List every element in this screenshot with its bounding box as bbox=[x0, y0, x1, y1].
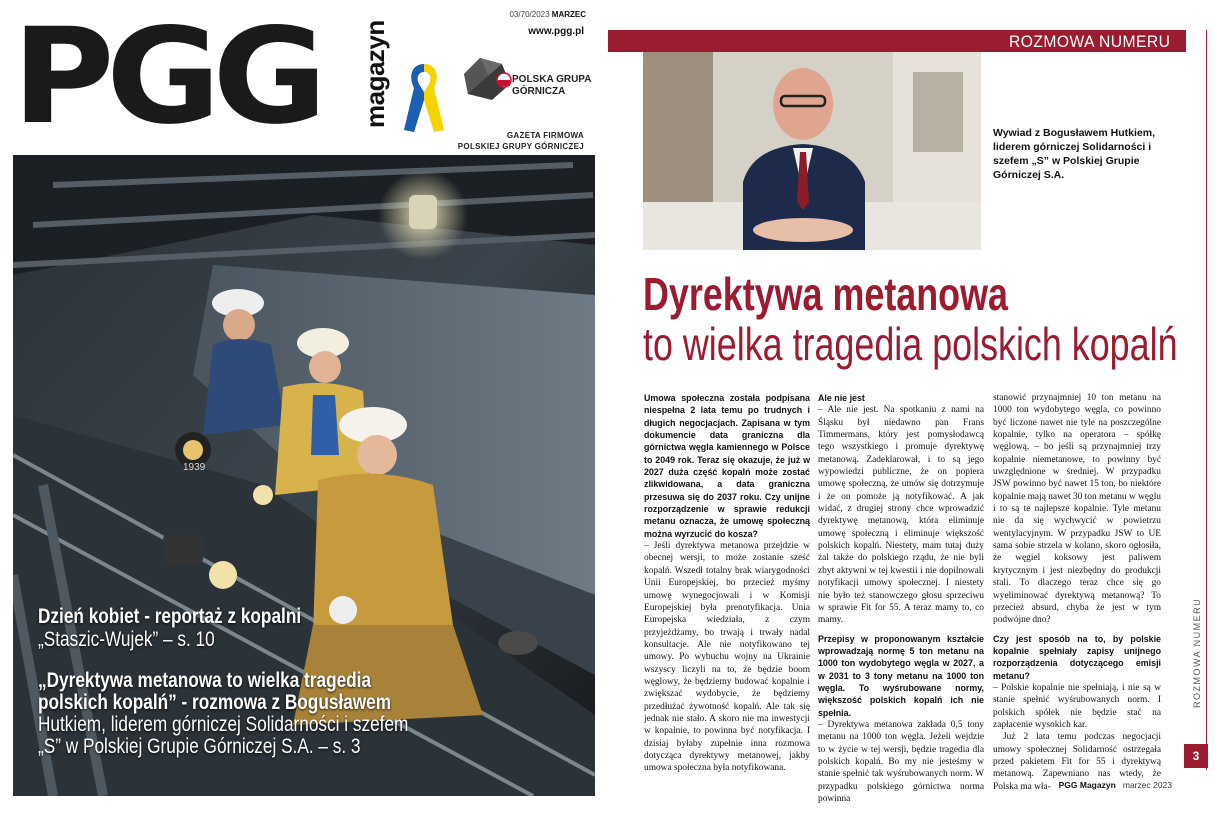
issue-number bbox=[510, 10, 587, 19]
answer-paragraph: – Ale nie jest. Na spotkaniu z nami na Śląsku był niedawno pan Frans Timmermans, który jest pomysłodawcą tego wszystkiego i promuje dyrektywę metanową. Zadeklarował, i to są jego wypowiedzi publiczne, że on popiera umowę społeczną, że umów się dotrzymuje i że on pomoże ją notyfikować. A jak widać, z drugiej strony chce wprowadzić dyrektywę metanową, która eliminuje umowę społeczną i eliminuje większość polskich kopalń. Niestety, mam tutaj duży żal także do polskiego rządu, że nie byli zbyt aktywni w tej kwestii i nie dopilnowali notyfikacji umowy społecznej. I niestety nie było też stanowczego głosu sprzeciwu w sprawie Fit for 55. A teraz mamy to, co mamy. bbox=[818, 405, 984, 626]
issue-code: 03/70/2023 bbox=[509, 10, 550, 19]
company-name-line1: POLSKA GRUPA bbox=[512, 74, 592, 85]
ukraine-ribbon-icon bbox=[400, 60, 448, 136]
article-page bbox=[608, 0, 1216, 815]
section-header-bar bbox=[608, 30, 1186, 52]
issue-month: MARZEC bbox=[551, 10, 586, 19]
article-column-3 bbox=[993, 392, 1161, 793]
answer-paragraph: stanowić przynajmniej 10 ton metanu na 1000 ton wydobytego węgla, co powinno być liczone nawet nie tyle na poszczególne kopalnie, tylko na operatora – spółkę węglową, – bo jeśli są przynajmniej trzy kopalnie niemetanowe, to powinny być uwzględnione w średniej. W przypadku JSW powinno być nawet 15 ton, bo niektóre kopalnie mają nawet 30 ton metanu w węglu i to są te najlepsze kopalnie. Tyle metanu nie da się wychwycić w powietrzu wentylacyjnym. W przypadku JSW to UE sama sobie strzela w kolano, skoro ogłosiła, że węgiel koksowy jest paliwem krytycznym i jest niezbędny do produkcji stali. To dlaczego teraz chce się go wyeliminować dyrektywą metanową? To przecież absurd, chyba że jest w tym podwójne dno? bbox=[993, 393, 1161, 626]
question-heading: Ale nie jest bbox=[818, 393, 865, 403]
interviewee-portrait bbox=[643, 52, 981, 250]
article-column-1 bbox=[644, 392, 810, 775]
answer-paragraph: – Dyrektywa metanowa zakłada 0,5 tony metanu na 1000 ton węgla. Jeżeli wejdzie to w życie w tej wersji, będzie tragedia dla polskich kopalń. Bo my nie jesteśmy w stanie spełnić tak wyśrubowanych norm. W przypadku polskiego górnictwa norma powinna bbox=[818, 719, 984, 804]
portrait-illustration bbox=[643, 52, 981, 250]
section-label: ROZMOWA NUMERU bbox=[1008, 32, 1170, 51]
logo-subtitle: magazyn bbox=[360, 20, 390, 128]
gazeta-line2: POLSKIEJ GRUPY GÓRNICZEJ bbox=[457, 142, 584, 151]
side-rule bbox=[1206, 30, 1207, 770]
company-name-line2: GÓRNICZA bbox=[512, 86, 566, 97]
cover-headline-interview-line3: Hutkiem, liderem górniczej Solidarności i szefem bbox=[38, 713, 409, 736]
page-number: 3 bbox=[1184, 744, 1208, 768]
answer-paragraph: Już 2 lata temu podczas negocjacji umowy społecznej Solidarność ostrzegała przed pakietem Fit for 55 i dyrektywą metanową. Zapewniano nas wtedy, że Polska ma wła- bbox=[993, 732, 1161, 792]
gazeta-firmowa-label bbox=[458, 130, 584, 152]
company-name bbox=[512, 74, 591, 98]
article-title-line2: to wielka tragedia polskich kopalń bbox=[643, 318, 1178, 370]
cover-headline-women-day-page: „Staszic-Wujek” – s. 10 bbox=[38, 628, 215, 651]
cover-headline-interview-line4: „S” w Polskiej Grupie Górniczej S.A. – s. 3 bbox=[38, 735, 361, 758]
side-section-label: ROZMOWA NUMERU bbox=[1192, 597, 1202, 708]
gazeta-line1: GAZETA FIRMOWA bbox=[506, 131, 584, 140]
cover-headline-women-day: Dzień kobiet - reportaż z kopalni bbox=[38, 605, 302, 628]
footer-date: marzec 2023 bbox=[1122, 780, 1172, 790]
logo-word: PGG bbox=[12, 0, 319, 154]
article-column-2 bbox=[818, 392, 984, 805]
website-url: www.pgg.pl bbox=[528, 26, 584, 37]
pgg-magazyn-logo bbox=[12, 0, 368, 154]
cover-headline-interview-line2: polskich kopalń” - rozmowa z Bogusławem bbox=[38, 691, 392, 714]
cover-headline-interview-line1: „Dyrektywa metanowa to wielka tragedia bbox=[38, 669, 372, 692]
answer-paragraph: – Jeśli dyrektywa metanowa przejdzie w obecnej wersji, to może zostanie sześć kopalń. Wszedł totalny brak wiarygodności Unii Europejskiej, bo przecież myśmy umowę wynegocjowali i w Komisji Europejskiej była prenotyfikacja. Unia Europejska wiedziała, z czym przyjeżdżamy, bo trwają i trwały nadal konsultacje. Ale nie notyfikowano tej umowy. Po wybuchu wojny na Ukrainie wszyscy liczyli na to, że będzie boom węglowy, że będziemy budować kopalnie i zwiększać wydobycie, że będziemy przedłużać żywotność kopalń. Ale tak się jednak nie stało. A skoro nie ma inwestycji w kopalnie, to powinna być notyfikacja. I dzisiaj byłaby zupełnie inna rozmowa dotycząca dyrektywy metanowej, jakby umowa społeczna była notyfikowana. bbox=[644, 541, 810, 774]
answer-paragraph: – Polskie kopalnie nie spełniają, i nie są w stanie spełnić wyśrubowanych norm. I polskich spółek nie będzie stać na zapłacenie wysokich kar. bbox=[993, 682, 1161, 730]
question-heading: Czy jest sposób na to, by polskie kopalnie spełniały zapisy unijnego rozporządzenia dotyczącego emisji metanu? bbox=[993, 633, 1161, 681]
pgg-emblem-icon bbox=[458, 54, 512, 102]
lead-question: Umowa społeczna została podpisana niespełna 2 lata temu po trudnych i długich negocjacjach. Zapisana w tym dokumencie data graniczna dla górnictwa węgla kamiennego w Polsce to 2049 rok. Teraz się okazuje, że już w 2027 duża część kopalń może zostać zlikwidowana, a data graniczna przesuwa się do 2037 roku. Czy unijne rozporządzenie w sprawie redukcji metanu oznacza, że umowę społeczną można wyrzucić do kosza? bbox=[644, 393, 810, 539]
footer-brand: PGG Magazyn bbox=[1058, 780, 1116, 790]
photo-caption: Wywiad z Bogusławem Hutkiem, liderem górniczej Solidarności i szefem „S” w Polskiej Grupie Górniczej S.A. bbox=[993, 127, 1156, 181]
page-footer bbox=[1059, 780, 1172, 790]
question-heading: Przepisy w proponowanym kształcie wprowadzają normę 5 ton metanu na 1000 ton wydobytego węgla w 2027, a w 2031 to 3 tony metanu na 1000 ton węgla. To wyśrubowane normy, większość polskich kopalń ich nie spełnia. bbox=[818, 633, 984, 718]
lamp-number-label: 1939 bbox=[183, 462, 206, 473]
article-title-line1: Dyrektywa metanowa bbox=[643, 268, 1008, 320]
